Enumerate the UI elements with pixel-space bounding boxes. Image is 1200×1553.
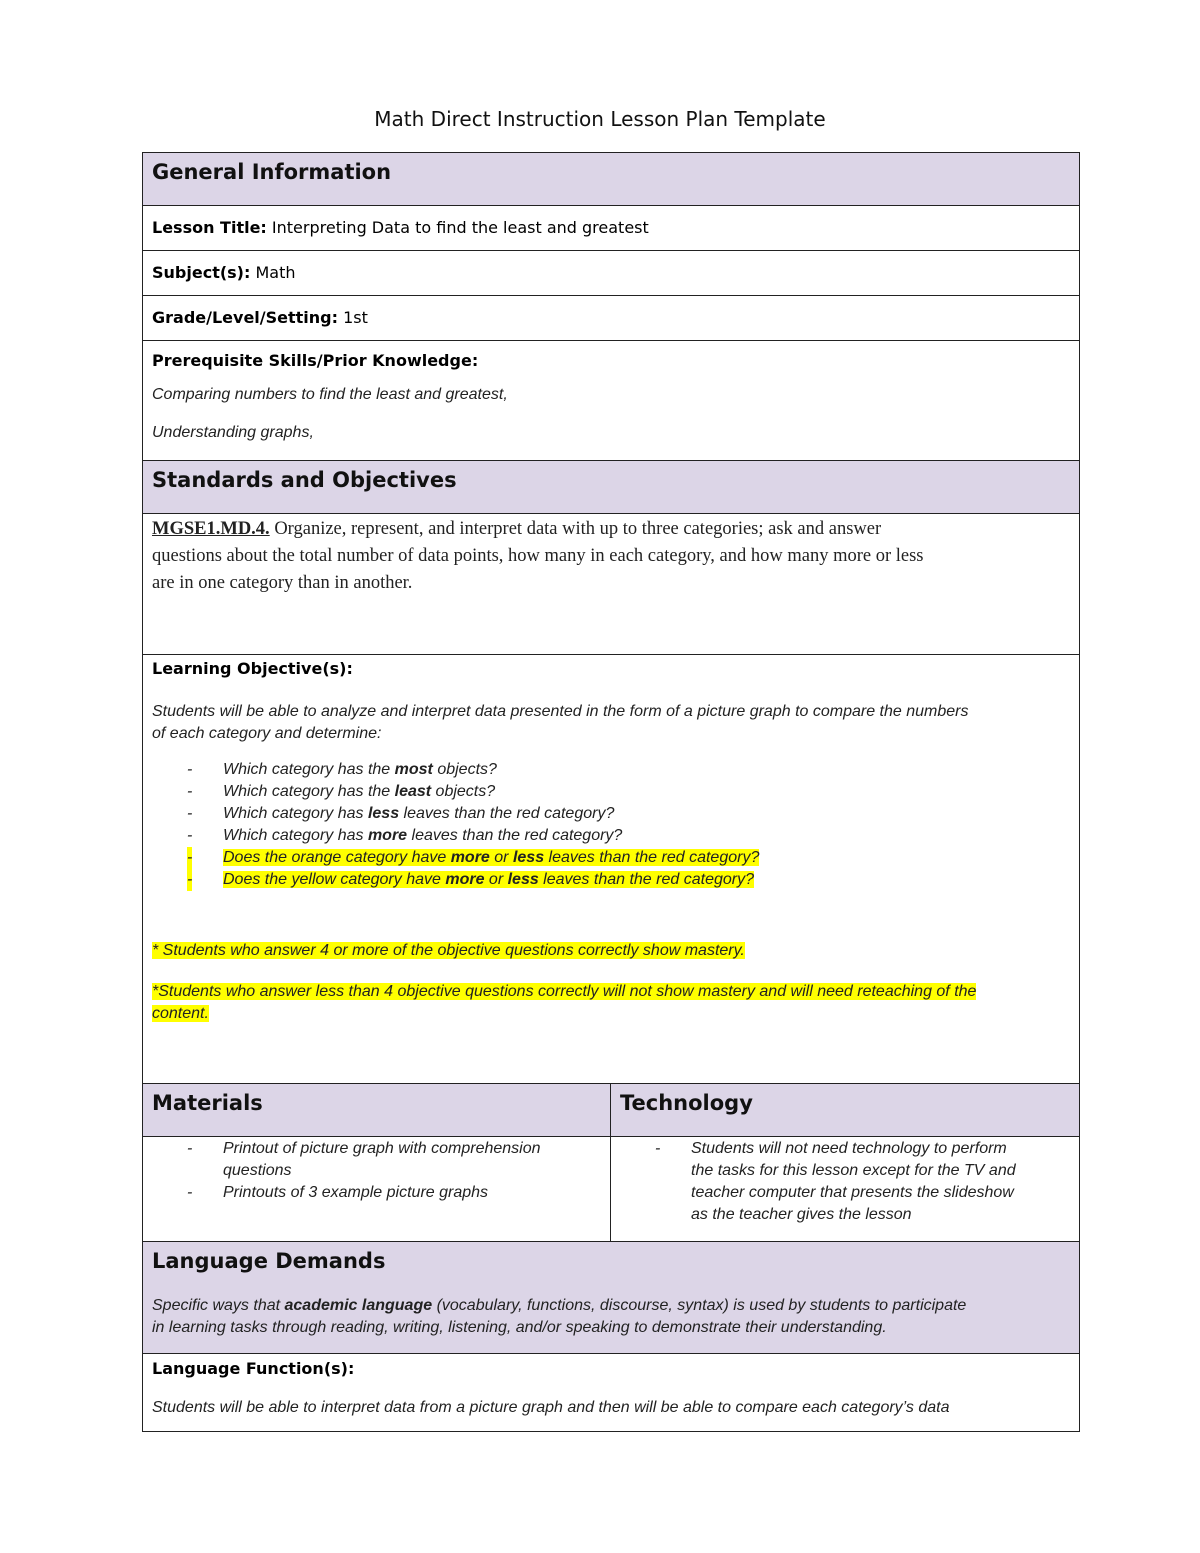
- learning-objectives-row: [142, 654, 1080, 1084]
- language-demands-description: Specific ways that academic language (vocabulary, functions, discourse, syntax) is used by students to participate in learning tasks through reading, writing, listening, and/or speaking to demonstrate their understanding.: [152, 1297, 967, 1336]
- prerequisite-row: [142, 340, 1080, 461]
- general-information-section: [142, 152, 1080, 206]
- learning-objectives-intro: Students will be able to analyze and interpret data presented in the form of a picture graph to compare the numbers of each category and determine:: [152, 703, 969, 742]
- standard-text: MGSE1.MD.4. Organize, represent, and interpret data with up to three categories; ask and answer questions about the total number of data points, how many in each category, and how many more or less are in one category than in another.: [152, 519, 924, 593]
- technology-cell: [611, 1137, 1079, 1242]
- language-functions-row: [142, 1353, 1080, 1432]
- list-item: - Which category has more leaves than the red category?: [187, 827, 623, 844]
- standard-code: MGSE1.MD.4.: [152, 519, 270, 539]
- subjects-label: Subject(s):: [152, 263, 251, 282]
- standard-row: [142, 513, 1080, 655]
- materials-header-cell: [143, 1084, 611, 1136]
- language-demands-section: [142, 1241, 1080, 1354]
- subjects-value: Math: [255, 263, 296, 282]
- list-item: - Which category has less leaves than the red category?: [187, 805, 615, 822]
- materials-technology-header: [142, 1083, 1080, 1137]
- prerequisite-item: Comparing numbers to find the least and greatest,: [152, 386, 508, 403]
- objective-questions-list: [152, 759, 759, 891]
- language-functions-label: Language Function(s):: [152, 1359, 355, 1378]
- list-item: - Which category has the most objects?: [187, 761, 497, 778]
- prerequisite-item: Understanding graphs,: [152, 424, 314, 441]
- lesson-title-value: Interpreting Data to find the least and greatest: [271, 218, 649, 237]
- materials-heading: Materials: [152, 1091, 263, 1115]
- reteach-note: *Students who answer less than 4 objective questions correctly will not show mastery and will need reteaching of the content.: [152, 983, 977, 1022]
- document-title: Math Direct Instruction Lesson Plan Template: [374, 107, 826, 131]
- materials-cell: [143, 1137, 611, 1242]
- technology-heading: Technology: [620, 1091, 753, 1115]
- list-item: - Which category has the least objects?: [187, 783, 496, 800]
- list-item: - Printout of picture graph with comprehension questions: [187, 1140, 541, 1179]
- materials-technology-body: [142, 1136, 1080, 1242]
- list-item: - Does the yellow category have more or less leaves than the red category?: [152, 869, 759, 891]
- learning-objectives-label: Learning Objective(s):: [152, 659, 353, 678]
- mastery-note: * Students who answer 4 or more of the objective questions correctly show mastery.: [152, 942, 745, 959]
- subjects-row: [142, 250, 1080, 296]
- general-information-heading: General Information: [152, 160, 392, 184]
- materials-list: [152, 1138, 541, 1204]
- list-item: - Students will not need technology to perform the tasks for this lesson except for the TV and teacher computer that presents the slideshow as the teacher gives the lesson: [655, 1140, 1016, 1223]
- grade-label: Grade/Level/Setting:: [152, 308, 339, 327]
- language-functions-text: Students will be able to interpret data from a picture graph and then will be able to compare each category’s data: [152, 1399, 950, 1416]
- prerequisite-label: Prerequisite Skills/Prior Knowledge:: [152, 351, 479, 370]
- lesson-title-row: [142, 205, 1080, 251]
- language-demands-heading: Language Demands: [152, 1249, 386, 1273]
- technology-header-cell: [611, 1084, 1079, 1136]
- lesson-title-label: Lesson Title:: [152, 218, 267, 237]
- standards-section: [142, 460, 1080, 514]
- standards-heading: Standards and Objectives: [152, 468, 457, 492]
- technology-list: [620, 1138, 1016, 1226]
- list-item: - Does the orange category have more or less leaves than the red category?: [152, 847, 759, 869]
- list-item: - Printouts of 3 example picture graphs: [187, 1184, 489, 1201]
- grade-row: [142, 295, 1080, 341]
- grade-value: 1st: [343, 308, 368, 327]
